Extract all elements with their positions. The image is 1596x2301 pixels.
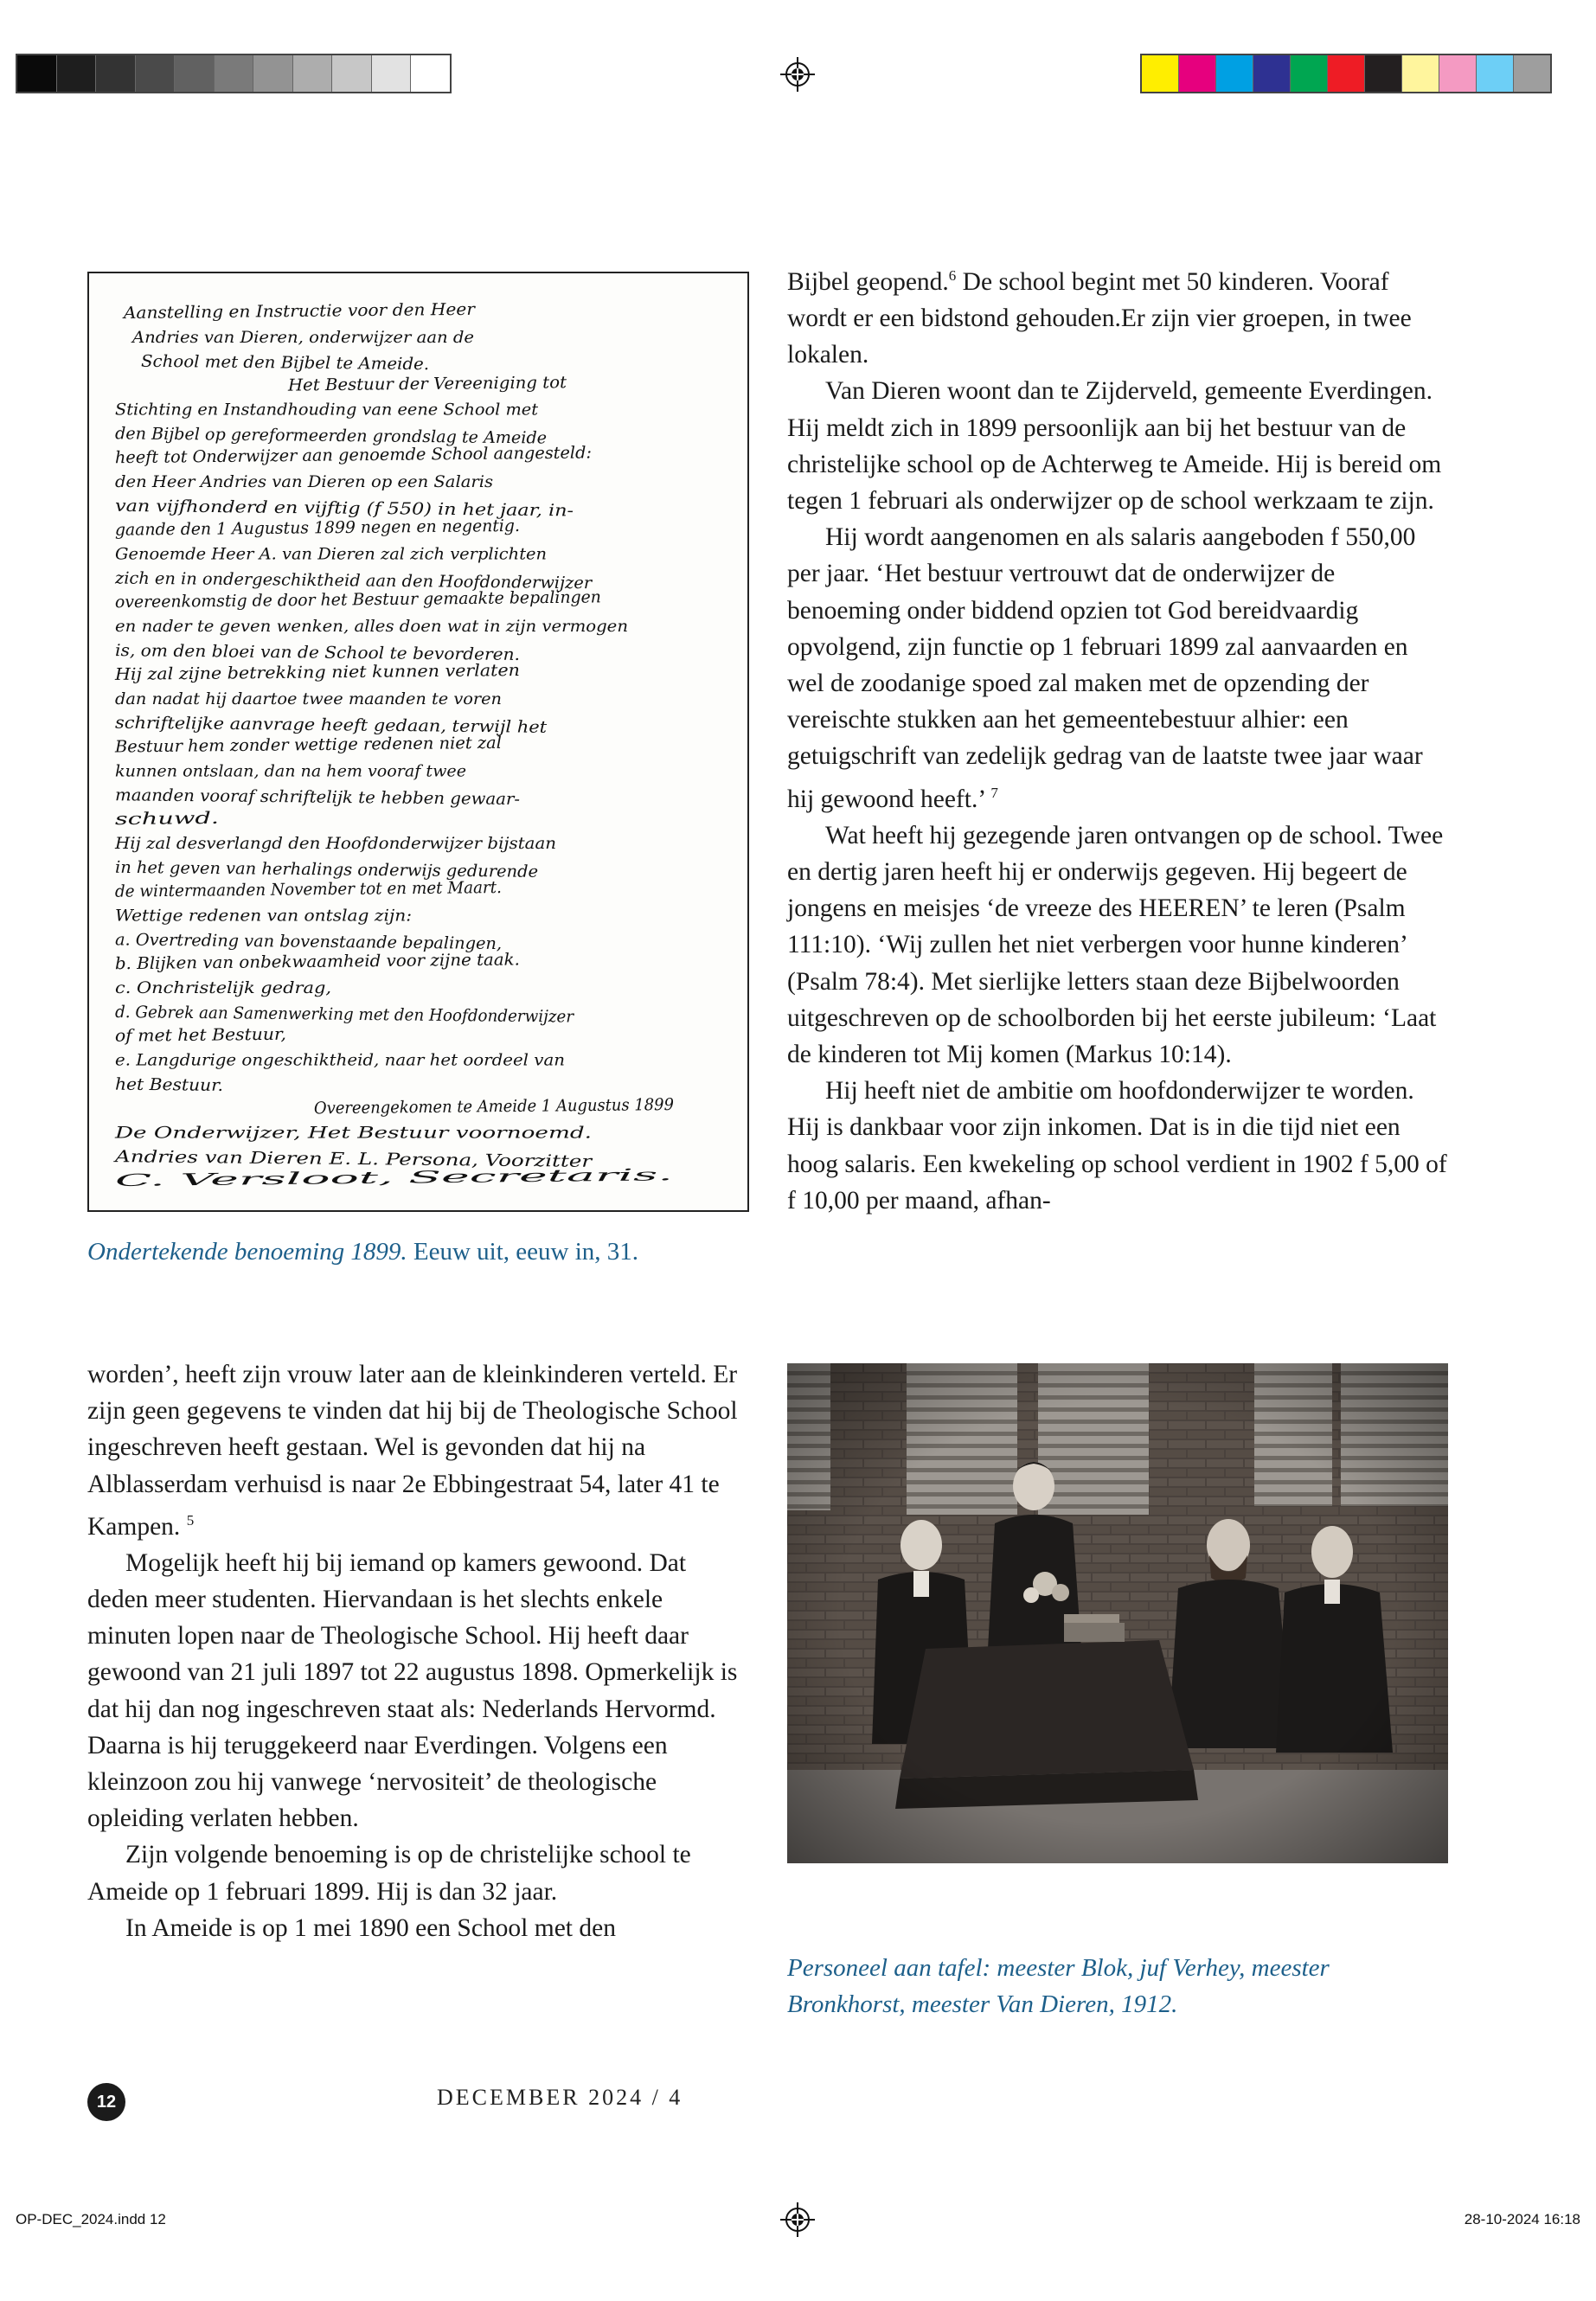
paragraph: Wat heeft hij gezegende jaren ontvangen op de school. Twee en dertig jaren heeft hij er onderwijs gegeven. Hij begeert de jongens en meisjes ‘de vreeze des HEEREN’ te leren (Psalm 111:10). ‘Wij zullen het niet verbergen voor hunne kinderen’ (Psalm 78:4). Met sierlijke letters staan deze Bijbelwoorden uitgeschreven op de schoolborden bij het eerste jubileum: ‘Laat de kinderen tot Mij komen (Markus 10:14). [787, 821, 1444, 1068]
manuscript-line: is, om den bloei van de School te bevorderen. [114, 641, 497, 664]
manuscript-line: gaande den 1 Augustus 1899 negen en negentig. [114, 516, 524, 540]
right-column-top [787, 258, 1447, 1219]
photo-caption [787, 1950, 1330, 2022]
grayscale-swatch [17, 55, 57, 92]
grayscale-swatch [332, 55, 372, 92]
manuscript-line: Hij zal zijne betrekking niet kunnen verlaten [114, 661, 489, 684]
color-swatch [1142, 55, 1179, 92]
manuscript-line: Stichting en Instandhouding van eene School met [115, 400, 539, 420]
manuscript-line: Overeengekomen te Ameide 1 Augustus 1899 [313, 1094, 695, 1118]
manuscript-line: maanden vooraf schriftelijk te hebben gewaar- [114, 785, 506, 809]
handwritten-appointment-letter [87, 272, 749, 1212]
slug-file-info: OP-DEC_2024.indd 12 [16, 2211, 166, 2227]
manuscript-line: de wintermaanden November tot en met Maart. [114, 877, 516, 901]
manuscript-line: schuwd. [114, 809, 184, 830]
grayscale-swatch [175, 55, 215, 92]
color-calibration-bar [1140, 54, 1552, 93]
manuscript-line: Genoemde Heer A. van Dieren zal zich verplichten [115, 544, 547, 564]
staff-photo-1912 [787, 1363, 1448, 1863]
grayscale-calibration-bar [16, 54, 452, 93]
paragraph: Zijn volgende benoeming is op de christelijke school te Ameide op 1 februari 1899. Hij is dan 32 jaar. [87, 1841, 691, 1906]
manuscript-line: kunnen ontslaan, dan na hem vooraf twee [115, 761, 466, 781]
manuscript-line: Aanstelling en Instructie voor den Heer [123, 299, 455, 323]
manuscript-line: dan nadat hij daartoe twee maanden te voren [115, 689, 502, 708]
manuscript-line: a. Overtreding van bovenstaande bepalingen, [114, 930, 496, 954]
grayscale-swatch [411, 55, 450, 92]
paragraph: worden’, heeft zijn vrouw later aan de kleinkinderen verteld. Er zijn geen gegevens te vinden dat hij bij de Theologische School ingeschreven heeft gestaan. Wel is gevonden dat hij na Alblasserdam verhuisd is naar 2e Ebbingestraat 54, later 41 te Kampen. $^5$ [87, 1361, 738, 1541]
manuscript-caption [87, 1234, 638, 1270]
paragraph: Hij wordt aangenomen en als salaris aangeboden f 550,00 per jaar. ‘Het bestuur vertrouwt dat de onderwijzer de benoeming onder biddend opzien tot God bereidvaardig opvolgend, zijn functie op 1 februari 1899 zal aanvaarden en wel de zoodanige spoed zal maken met de opzending der vereischte stukken aan het gemeentebestuur alhier: een getuigschrift van zedelijk gedrag van de laatste twee jaar waar hij gewoond heeft.’ $^7$ [787, 523, 1423, 813]
manuscript-line: Het Bestuur der Vereeniging tot [287, 373, 557, 395]
color-swatch [1514, 55, 1550, 92]
manuscript-line: e. Langdurige ongeschiktheid, naar het oordeel van [115, 1050, 565, 1070]
manuscript-line: heeft tot Onderwijzer aan genoemde School aangesteld: [114, 443, 585, 468]
color-swatch [1291, 55, 1328, 92]
manuscript-line: C. Versloot, Secretaris. [114, 1169, 307, 1190]
manuscript-line: den Heer Andries van Dieren op een Salaris [115, 472, 494, 491]
left-column-bottom [87, 1356, 748, 1946]
photo-caption-line: Personeel aan tafel: meester Blok, juf Verhey, meester [787, 1954, 1330, 1982]
manuscript-line: den Bijbel op gereformeerden grondslag te Ameide [114, 424, 544, 448]
manuscript-line: School met den Bijbel te Ameide. [140, 351, 419, 375]
manuscript-line: d. Gebrek aan Samenwerking met den Hoofdonderwijzer [114, 1003, 592, 1027]
grayscale-swatch [293, 55, 333, 92]
paragraph: Hij heeft niet de ambitie om hoofdonderwijzer te worden. Hij is dankbaar voor zijn inkomen. Dat is in die tijd niet een hoog salaris. Een kwekeling op school verdient in 1902 f 5,00 of f 10,00 per maand, afhan- [787, 1077, 1447, 1215]
manuscript-caption-italic: Ondertekende benoeming 1899. [87, 1238, 407, 1266]
manuscript-line: Andries van Dieren E. L. Persona, Voorzitter [114, 1147, 485, 1170]
paragraph: Van Dieren woont dan te Zijderveld, gemeente Everdingen. Hij meldt zich in 1899 persoonlijk aan bij het bestuur van de christelijke school op de Achterweg te Ameide. Hij is bereid om tegen 1 februari als onderwijzer op de school werkzaam te zijn. [787, 377, 1442, 516]
manuscript-line: of met het Bestuur, [114, 1024, 275, 1046]
issue-label: DECEMBER 2024 / 4 [437, 2085, 683, 2110]
page-number-badge: 12 [87, 2083, 125, 2121]
color-swatch [1253, 55, 1291, 92]
color-swatch [1365, 55, 1402, 92]
color-swatch [1328, 55, 1365, 92]
manuscript-line: Hij zal desverlangd den Hoofdonderwijzer bijstaan [113, 833, 556, 853]
grayscale-swatch [96, 55, 136, 92]
color-swatch [1439, 55, 1477, 92]
registration-mark-icon [780, 57, 815, 92]
paragraph: Bijbel geopend.$^6$ De school begint met 50 kinderen. Vooraf wordt er een bidstond gehouden.Er zijn vier groepen, in twee lokalen. [787, 267, 1412, 369]
color-swatch [1216, 55, 1253, 92]
manuscript-line: Bestuur hem zonder wettige redenen niet zal [114, 733, 493, 757]
manuscript-line: De Onderwijzer, Het Bestuur voornoemd. [113, 1123, 593, 1143]
manuscript-line: Andries van Dieren, onderwijzer aan de [130, 327, 474, 347]
manuscript-line: Wettige redenen van ontslag zijn: [115, 906, 412, 926]
manuscript-line: van vijfhonderd en vijftig (f 550) in het jaar, in- [114, 496, 507, 520]
manuscript-line: en nader te geven wenken, alles doen wat in zijn vermogen [115, 617, 628, 637]
manuscript-line: b. Blijken van onbekwaamheid voor zijne taak. [114, 950, 504, 974]
manuscript-line: overeenkomstig de door het Bestuur gemaakte bepalingen [114, 587, 606, 612]
photo-caption-line: Bronkhorst, meester Van Dieren, 1912. [787, 1990, 1178, 2018]
manuscript-line: c. Onchristelijk gedrag, [115, 978, 331, 998]
color-swatch [1179, 55, 1216, 92]
grayscale-swatch [372, 55, 412, 92]
grayscale-swatch [57, 55, 97, 92]
registration-mark-icon [780, 2202, 815, 2237]
manuscript-line: in het geven van herhalings onderwijs gedurende [114, 857, 529, 881]
grayscale-swatch [253, 55, 293, 92]
manuscript-line: het Bestuur. [114, 1074, 217, 1095]
manuscript-line: schriftelijke aanvrage heeft gedaan, terwijl het [114, 713, 508, 737]
color-swatch [1477, 55, 1514, 92]
grayscale-swatch [215, 55, 254, 92]
manuscript-line: zich en in ondergeschiktheid aan den Hoofdonderwijzer [114, 568, 583, 593]
color-swatch [1402, 55, 1439, 92]
grayscale-swatch [136, 55, 176, 92]
slug-date-time: 28-10-2024 16:18 [1464, 2211, 1580, 2227]
paragraph: Mogelijk heeft hij bij iemand op kamers gewoond. Dat deden meer studenten. Hiervandaan is het slechts enkele minuten lopen naar de Theologische School. Hij heeft daar gewoond van 21 juli 1897 tot 22 augustus 1898. Opmerkelijk is dat hij dan nog ingeschreven staat als: Nederlands Hervormd. Daarna is hij teruggekeerd naar Everdingen. Volgens een kleinzoon zou hij vanwege ‘nervositeit’ de theologische opleiding verlaten hebben. [87, 1548, 738, 1833]
manuscript-caption-source: Eeuw uit, eeuw in, 31. [407, 1238, 639, 1266]
paragraph: In Ameide is op 1 mei 1890 een School met den [125, 1913, 616, 1942]
